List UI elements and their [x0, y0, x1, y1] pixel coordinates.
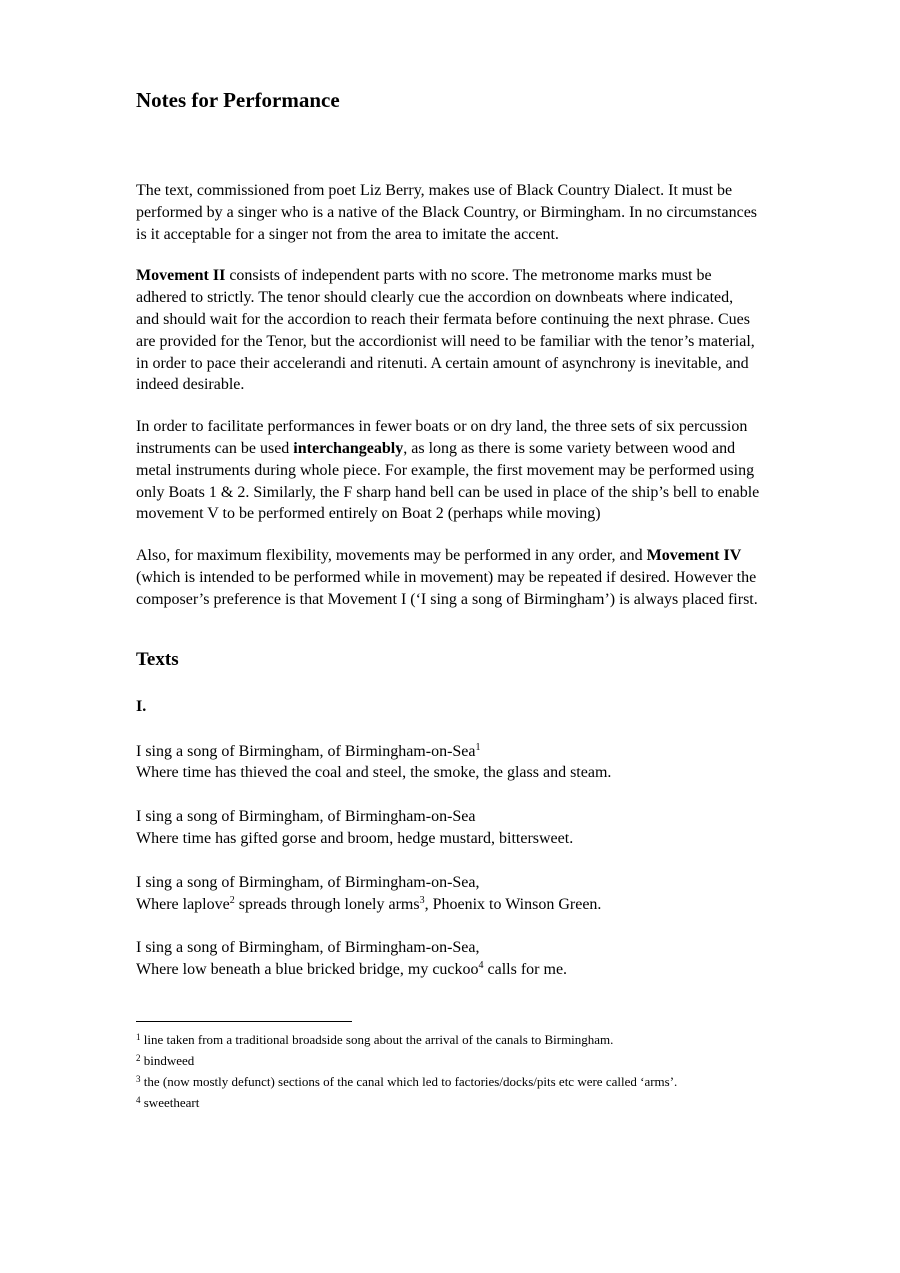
footnote-ref: 1	[475, 741, 481, 753]
footnote	[136, 1071, 760, 1092]
text-run: Where time has thieved the coal and steel, the smoke, the glass and steam.	[136, 764, 612, 782]
footnote-text: sweetheart	[140, 1094, 200, 1110]
footnote-ref: 2	[229, 894, 235, 906]
page-title: Notes for Performance	[136, 88, 340, 112]
bold-text-run: Movement IV	[646, 547, 742, 565]
text-run: I sing a song of Birmingham, of Birmingham-on-Sea	[136, 808, 476, 826]
text-run: Where laplove	[136, 895, 230, 913]
texts-heading: Texts	[136, 648, 179, 670]
footnote-number: 2	[136, 1052, 141, 1063]
text-run: I sing a song of Birmingham, of Birmingham-on-Sea	[136, 742, 476, 760]
text-run: calls for me.	[483, 961, 568, 979]
footnote-text: the (now mostly defunct) sections of the canal which led to factories/docks/pits etc were called ‘arms’.	[140, 1073, 678, 1089]
text-run: , Phoenix to Winson Green.	[424, 895, 602, 913]
footnote-number: 3	[136, 1073, 141, 1084]
text-run: I sing a song of Birmingham, of Birmingham-on-Sea,	[136, 873, 480, 891]
footnotes-section	[136, 1029, 760, 1113]
movement-number-heading: I.	[136, 697, 147, 715]
bold-text-run: Movement II	[136, 267, 226, 285]
document-content	[136, 0, 760, 1113]
text-run: In order to facilitate performances in fewer boats or on dry land, the three sets of six percussion instruments can be used	[136, 418, 748, 457]
bold-text-run: interchangeably	[293, 439, 404, 457]
song-verses-section	[136, 741, 760, 981]
notes-paragraph	[136, 180, 760, 245]
footnote	[136, 1092, 760, 1113]
text-run: (which is intended to be performed while in movement) may be repeated if desired. However the composer’s preference is that Movement I (‘I sing a song of Birmingham’) is always placed first.	[136, 568, 758, 608]
verse	[136, 937, 760, 981]
footnote-separator	[136, 1021, 352, 1022]
notes-paragraph	[136, 265, 760, 396]
text-run: The text, commissioned from poet Liz Berry, makes use of Black Country Dialect. It must be performed by a singer who is a native of the Black Country, or Birmingham. In no circumstances is it acceptable for a singer not from the area to imitate the accent.	[136, 182, 758, 243]
notes-paragraph	[136, 416, 760, 525]
footnote-text: line taken from a traditional broadside song about the arrival of the canals to Birmingham.	[140, 1031, 614, 1047]
footnote-number: 4	[136, 1094, 141, 1105]
footnote-text: bindweed	[140, 1052, 195, 1068]
text-run: consists of independent parts with no score. The metronome marks must be adhered to strictly. The tenor should clearly cue the accordion on downbeats where indicated, and should wait for the accordion to reach their fermata before continuing the next phrase. Cues are provided for the Tenor, but the accordionist will need to be familiar with the tenor’s material, in order to pace their accelerandi and ritenuti. A certain amount of asynchrony is inevitable, and indeed desirable.	[136, 267, 755, 394]
notes-paragraph	[136, 545, 760, 610]
text-run: spreads through lonely arms	[234, 895, 420, 913]
footnote	[136, 1029, 760, 1050]
footnote-ref: 4	[478, 960, 484, 972]
footnote-number: 1	[136, 1031, 141, 1042]
text-run: Where time has gifted gorse and broom, hedge mustard, bittersweet.	[136, 829, 574, 847]
footnote-ref: 3	[419, 894, 425, 906]
verse	[136, 741, 760, 785]
text-run: Where low beneath a blue bricked bridge, my cuckoo	[136, 961, 479, 979]
verse	[136, 806, 760, 850]
text-run: I sing a song of Birmingham, of Birmingham-on-Sea,	[136, 939, 480, 957]
text-run: , as long as there is some variety between wood and metal instruments during whole piece. For example, the first movement may be performed using only Boats 1 & 2. Similarly, the F sharp hand bell can be used in place of the ship’s bell to enable movement V to be performed entirely on Boat 2 (perhaps while moving)	[136, 439, 760, 523]
performance-notes-section	[136, 180, 760, 611]
footnote	[136, 1050, 760, 1071]
verse	[136, 872, 760, 916]
text-run: Also, for maximum flexibility, movements may be performed in any order, and	[136, 547, 647, 565]
